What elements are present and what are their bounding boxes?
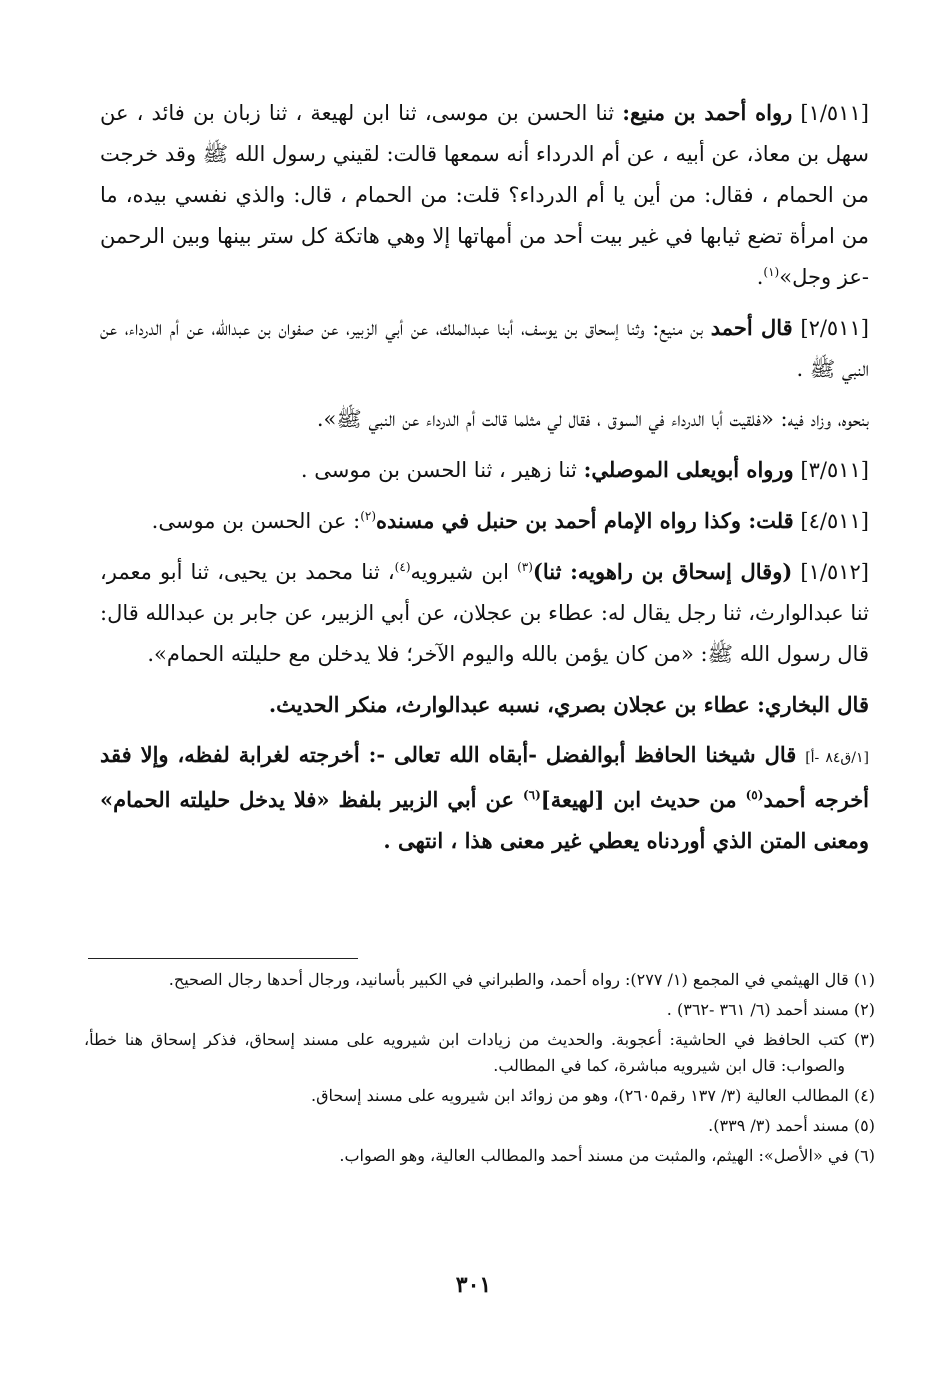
- narrator-lead: قلت: وكذا رواه الإمام أحمد بن حنبل في مسنده: [376, 508, 794, 533]
- footnote-marker: (٣): [517, 560, 533, 574]
- hadith-paragraph-6: [100, 551, 869, 675]
- hadith-ref: [٤/٥١١]: [800, 509, 869, 533]
- footnote-item: (٦) في «الأصل»: الهيثم، والمثبت من مسند أحمد والمطالب العالية، وهو الصواب.: [339, 1146, 875, 1165]
- narrator-lead: قال أحمد: [710, 315, 793, 340]
- hadith-text: ثنا الحسن بن موسى، ثنا ابن لهيعة ، ثنا زبان بن فائد ، عن سهل بن معاذ، عن أبيه ، عن أم الدرداء أنه سمعها قالت: لقيني رسول الله ﷺ وقد خرجت من الحمام ، فقال: من أين يا أم الدرداء؟ قلت: من الحمام ، قال: والذي نفسي بيده، ما من امرأة تضع ثيابها في غير بيت أحد من أمهاتها إلا وهي هاتكة كل ستر بينها وبين الرحمن -عز وجل»: [100, 101, 869, 289]
- footnote-item: (١) قال الهيثمي في المجمع (١/ ٢٧٧): رواه أحمد، والطبراني في الكبير بأسانيد، ورجال أحدها رجال الصحيح.: [168, 970, 875, 989]
- hadith-ref: [١/٥١٢]: [800, 560, 869, 584]
- hadith-ref: [١/٥١١]: [800, 101, 869, 125]
- hadith-text: ، ثنا محمد بن يحيى، ثنا أبو معمر، ثنا عبدالوارث، ثنا رجل يقال له: عطاء بن عجلان، عن أبي الزبير، عن جابر بن عبدالله قال: قال رسول الله ﷺ: «من كان يؤمن بالله واليوم الآخر؛ فلا يدخلن مع حليلته الحمام».: [100, 560, 869, 666]
- hadith-text: بنحوه، وزاد فيه: «فلقيت أبا الدرداء في السوق ، فقال لي مثلما قالت أم الدرداء عن النبي ﷺ».: [316, 407, 869, 431]
- commentary-text: قال البخاري: عطاء بن عجلان بصري، نسبه عبدالوارث، منكر الحديث.: [268, 692, 869, 717]
- hadith-ref: [٢/٥١١]: [800, 316, 869, 340]
- narrator-name: ابن شيرويه: [410, 560, 510, 584]
- footnote-marker: (٥): [745, 788, 764, 802]
- footnote-item: (٢) مسند أحمد (٦/ ٣٦١ -٣٦٢) .: [666, 1000, 875, 1019]
- commentary-text: عن أبي الزبير بلفظ «فلا يدخل حليلته الحمام» ومعنى المتن الذي أوردناه يعطي غير معنى هذا ، انتهى .: [100, 787, 869, 853]
- hadith-paragraph-1: [100, 92, 869, 298]
- main-text: [100, 92, 869, 870]
- hadith-paragraph-3: [100, 399, 869, 440]
- footnote-separator: [88, 958, 358, 959]
- narrator-lead: رواه أحمد بن منيع:: [622, 100, 793, 125]
- footnotes: [84, 967, 875, 1173]
- footnote-item: (٥) مسند أحمد (٣/ ٣٣٩).: [708, 1116, 875, 1135]
- footnote-item: (٤) المطالب العالية (٣/ ١٣٧ رقم٢٦٠٥)، وهو من زوائد ابن شيرويه على مسند إسحاق.: [310, 1086, 875, 1105]
- page-number: ٣٠١: [455, 1272, 492, 1298]
- narrator-lead: (وقال إسحاق بن راهويه: ثنا): [532, 559, 793, 584]
- manuscript-ref: [١/ق٨٤ -أ]: [805, 750, 869, 766]
- narrator-lead: ورواه أبويعلى الموصلي:: [583, 457, 794, 482]
- footnote-marker: (٦): [522, 788, 541, 802]
- hadith-paragraph-4: [100, 449, 869, 491]
- hadith-text: بن منيع: وثنا إسحاق بن يوسف، أبنا عبدالملك، عن أبي الزبير، عن صفوان بن عبدالله، عن أم الدرداء، عن النبي ﷺ .: [100, 316, 869, 381]
- footnote-marker: (٤): [394, 560, 411, 574]
- hadith-paragraph-8: [100, 734, 869, 861]
- footnote-marker: (٢): [360, 509, 377, 523]
- footnote-item: (٣) كتب الحافظ في الحاشية: أعجوبة. والحديث من زيادات ابن شيرويه على مسند إسحاق، فذكر إسحاق هنا خطأ، والصواب: قال ابن شيرويه مباشرة، كما في المطالب.: [84, 1030, 875, 1075]
- hadith-text: ثنا زهير ، ثنا الحسن بن موسى .: [300, 458, 577, 482]
- commentary-text: قال شيخنا الحافظ أبوالفضل -أبقاه الله تعالى -: أخرجته لغرابة لفظه، وإلا فقد أخرجه أحمد: [100, 742, 870, 812]
- footnote-marker: (١): [763, 265, 780, 279]
- hadith-paragraph-5: [100, 500, 869, 542]
- hadith-paragraph-7: [100, 684, 869, 725]
- hadith-tail: .: [756, 265, 764, 289]
- hadith-ref: [٣/٥١١]: [800, 458, 869, 482]
- commentary-text: من حديث ابن [لهيعة]: [540, 787, 737, 812]
- hadith-paragraph-2: [100, 307, 869, 390]
- hadith-text: : عن الحسن بن موسى.: [151, 509, 361, 533]
